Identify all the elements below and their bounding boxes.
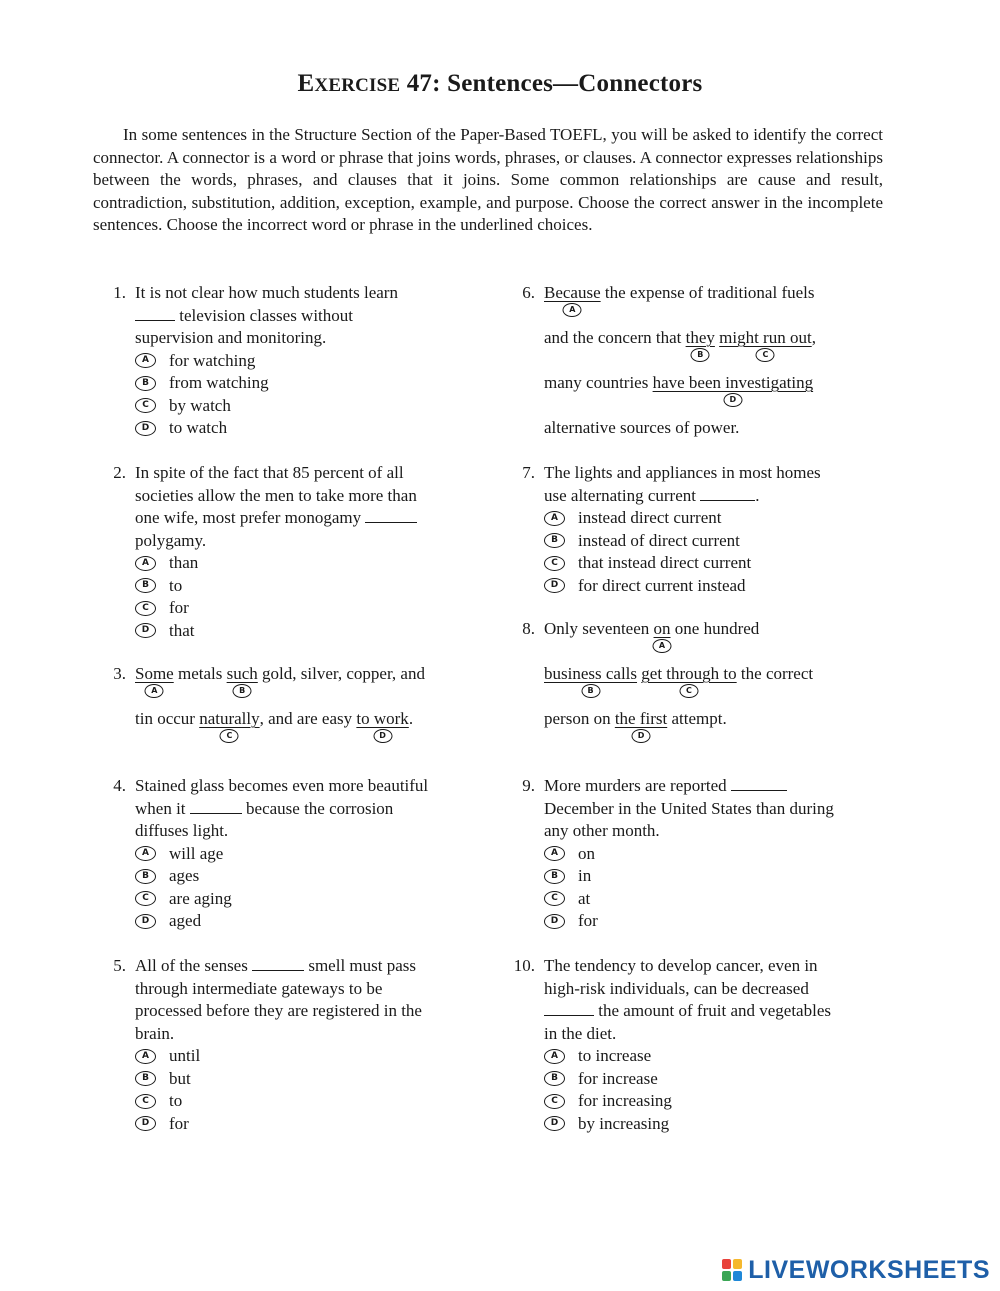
logo-text: LIVEWORKSHEETS: [748, 1255, 990, 1284]
underlined-choice-d[interactable]: have been investigating D: [653, 372, 814, 395]
option-c[interactable]: C for: [135, 597, 480, 620]
option-c[interactable]: C by watch: [135, 395, 480, 418]
underlined-choice-d[interactable]: the first D: [615, 708, 667, 731]
answer-blank[interactable]: [700, 485, 755, 501]
option-a[interactable]: A until: [135, 1045, 480, 1068]
answer-blank[interactable]: [190, 798, 242, 814]
option-b[interactable]: B in: [544, 865, 889, 888]
option-d[interactable]: D aged: [135, 910, 480, 933]
underlined-choice-a[interactable]: on A: [654, 618, 671, 641]
option-c[interactable]: C at: [544, 888, 889, 911]
answer-blank[interactable]: [731, 775, 787, 791]
underlined-choice-c[interactable]: get through to C: [641, 663, 736, 686]
underlined-choice-c[interactable]: naturally C: [199, 708, 259, 731]
logo-icon: [722, 1259, 742, 1281]
answer-blank[interactable]: [252, 955, 304, 971]
option-d[interactable]: D for: [135, 1113, 480, 1136]
instructions: In some sentences in the Structure Section of the Paper-Based TOEFL, you will be asked to identify the correct connector. A connector is a word or phrase that joins words, phrases, or clauses. A connector expresses relationships between the words, phrases, and clauses that it joins. Some common relationships are cause and result, contradiction, substitution, addition, exception, example, and purpose. Choose the correct answer in the incomplete sentences. Choose the incorrect word or phrase in the underlined choices.: [93, 125, 883, 234]
logo-square-yellow: [733, 1259, 742, 1269]
option-c[interactable]: C for increasing: [544, 1090, 889, 1113]
option-b[interactable]: B ages: [135, 865, 480, 888]
underlined-choice-b[interactable]: such B: [227, 663, 258, 686]
option-d[interactable]: D by increasing: [544, 1113, 889, 1136]
option-b[interactable]: B for increase: [544, 1068, 889, 1091]
underlined-choice-b[interactable]: business calls B: [544, 663, 637, 686]
underlined-choice-d[interactable]: to work D: [356, 708, 408, 731]
underlined-choice-b[interactable]: they B: [686, 327, 715, 350]
option-a[interactable]: A will age: [135, 843, 480, 866]
logo-square-red: [722, 1259, 731, 1269]
answer-blank[interactable]: [365, 507, 417, 523]
option-d[interactable]: D for direct current instead: [544, 575, 889, 598]
underlined-choice-a[interactable]: Some A: [135, 663, 174, 686]
option-c[interactable]: C that instead direct current: [544, 552, 889, 575]
option-b[interactable]: B from watching: [135, 372, 480, 395]
option-a[interactable]: A for watching: [135, 350, 480, 373]
liveworksheets-logo[interactable]: [722, 1257, 990, 1283]
underlined-choice-c[interactable]: might run out C: [719, 327, 812, 350]
logo-square-blue: [733, 1271, 742, 1281]
option-d[interactable]: D for: [544, 910, 889, 933]
option-a[interactable]: A than: [135, 552, 480, 575]
page-title: EXERCISE 47: Sentences—Connectors: [297, 70, 703, 97]
underlined-choice-a[interactable]: Because A: [544, 282, 601, 305]
option-b[interactable]: B but: [135, 1068, 480, 1091]
option-b[interactable]: B instead of direct current: [544, 530, 889, 553]
option-c[interactable]: C to: [135, 1090, 480, 1113]
option-a[interactable]: A to increase: [544, 1045, 889, 1068]
option-b[interactable]: B to: [135, 575, 480, 598]
option-d[interactable]: D to watch: [135, 417, 480, 440]
logo-square-green: [722, 1271, 731, 1281]
option-c[interactable]: C are aging: [135, 888, 480, 911]
answer-blank[interactable]: [135, 305, 175, 321]
option-a[interactable]: A instead direct current: [544, 507, 889, 530]
option-d[interactable]: D that: [135, 620, 480, 643]
answer-blank[interactable]: [544, 1000, 594, 1016]
option-a[interactable]: A on: [544, 843, 889, 866]
